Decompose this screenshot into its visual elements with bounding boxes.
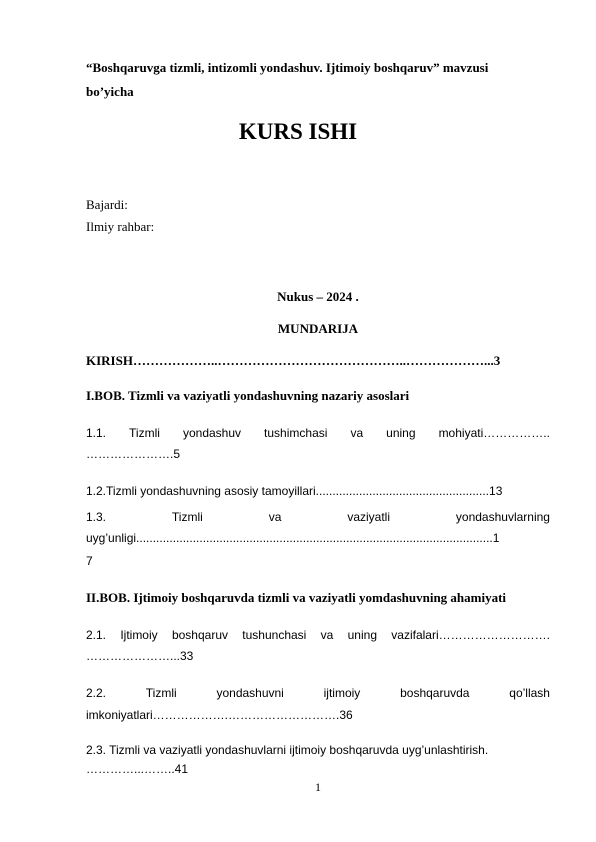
toc-word: uning bbox=[347, 628, 377, 642]
toc-word: 2.2. bbox=[86, 686, 107, 700]
toc-word: yondashuv bbox=[182, 426, 242, 440]
toc-item-2-1 bbox=[86, 626, 550, 644]
toc-item-2-2-page: imkoniyatlari……………….……………………….36 bbox=[86, 708, 353, 722]
toc-item-1-2: 1.2.Tizmli yondashuvning asosiy tamoyillari....................................................13 bbox=[86, 484, 503, 498]
toc-word: Ijtimoiy bbox=[120, 628, 158, 642]
toc-item-2-3: 2.3. Tizmli va vaziyatli yondashuvlarni ijtimoiy boshqaruvda uyg’unlashtirish. bbox=[86, 743, 489, 757]
supervisor-label: Ilmiy rahbar: bbox=[86, 219, 155, 234]
topic-line-1: “Boshqaruvga tizmli, intizomli yondashuv. Ijtimoiy boshqaruv” mavzusi bbox=[86, 60, 489, 75]
toc-word: Tizmli bbox=[129, 426, 160, 440]
toc-item-2-1-page: …………………...33 bbox=[86, 649, 194, 663]
toc-word: 2.1. bbox=[86, 628, 107, 642]
place-year: Nukus – 2024 . bbox=[277, 289, 359, 304]
toc-word: Tizmli bbox=[145, 686, 177, 700]
toc-word: yondashuvlarning bbox=[455, 510, 550, 524]
toc-word: Tizmli bbox=[171, 510, 203, 524]
toc-word: tushunchasi bbox=[242, 628, 307, 642]
toc-item-1-3-cont: uyg’unligi...........................................................................................................1 bbox=[86, 531, 500, 545]
toc-word: va bbox=[320, 628, 334, 642]
toc-item-1-3-page: 7 bbox=[86, 554, 93, 568]
toc-word: mohiyati…………….. bbox=[438, 426, 550, 440]
toc-item-1-1 bbox=[86, 424, 550, 442]
topic-line-2: bo’yicha bbox=[86, 84, 134, 99]
toc-word: 1.1. bbox=[86, 426, 107, 440]
contents-title: MUNDARIJA bbox=[277, 321, 359, 336]
page-number: 1 bbox=[315, 780, 321, 794]
toc-word: yondashuvni bbox=[216, 686, 284, 700]
toc-word: qo’llash bbox=[509, 686, 550, 700]
toc-word: ijtimoiy bbox=[323, 686, 361, 700]
author-label: Bajardi: bbox=[86, 197, 128, 212]
toc-item-1-3 bbox=[86, 508, 550, 526]
toc-word: 1.3. bbox=[86, 510, 107, 524]
toc-word: va bbox=[268, 510, 282, 524]
toc-kirish bbox=[86, 352, 550, 370]
toc-word: uning bbox=[386, 426, 416, 440]
toc-word: va bbox=[350, 426, 364, 440]
toc-item-2-2 bbox=[86, 684, 550, 702]
toc-chapter-2: II.BOB. Ijtimoiy boshqaruvda tizmli va vaziyatli yomdashuvning ahamiyati bbox=[86, 590, 507, 605]
document-title: KURS ISHI bbox=[238, 119, 358, 144]
toc-item-1-1-page: ………………….5 bbox=[86, 447, 181, 461]
toc-chapter-1: I.BOB. Tizmli va vaziyatli yondashuvning nazariy asoslari bbox=[86, 388, 410, 403]
topic-heading bbox=[86, 56, 526, 104]
toc-word: boshqaruvda bbox=[400, 686, 470, 700]
toc-word: vaziyatli bbox=[347, 510, 390, 524]
toc-kirish-text: KIRISH………………..……………………………………..………………...3 bbox=[86, 353, 501, 368]
toc-word: vazifalari………………………. bbox=[391, 628, 550, 642]
toc-item-2-3-page: …………...……..41 bbox=[86, 762, 189, 776]
toc-word: tushimchasi bbox=[264, 426, 328, 440]
toc-word: boshqaruv bbox=[171, 628, 228, 642]
